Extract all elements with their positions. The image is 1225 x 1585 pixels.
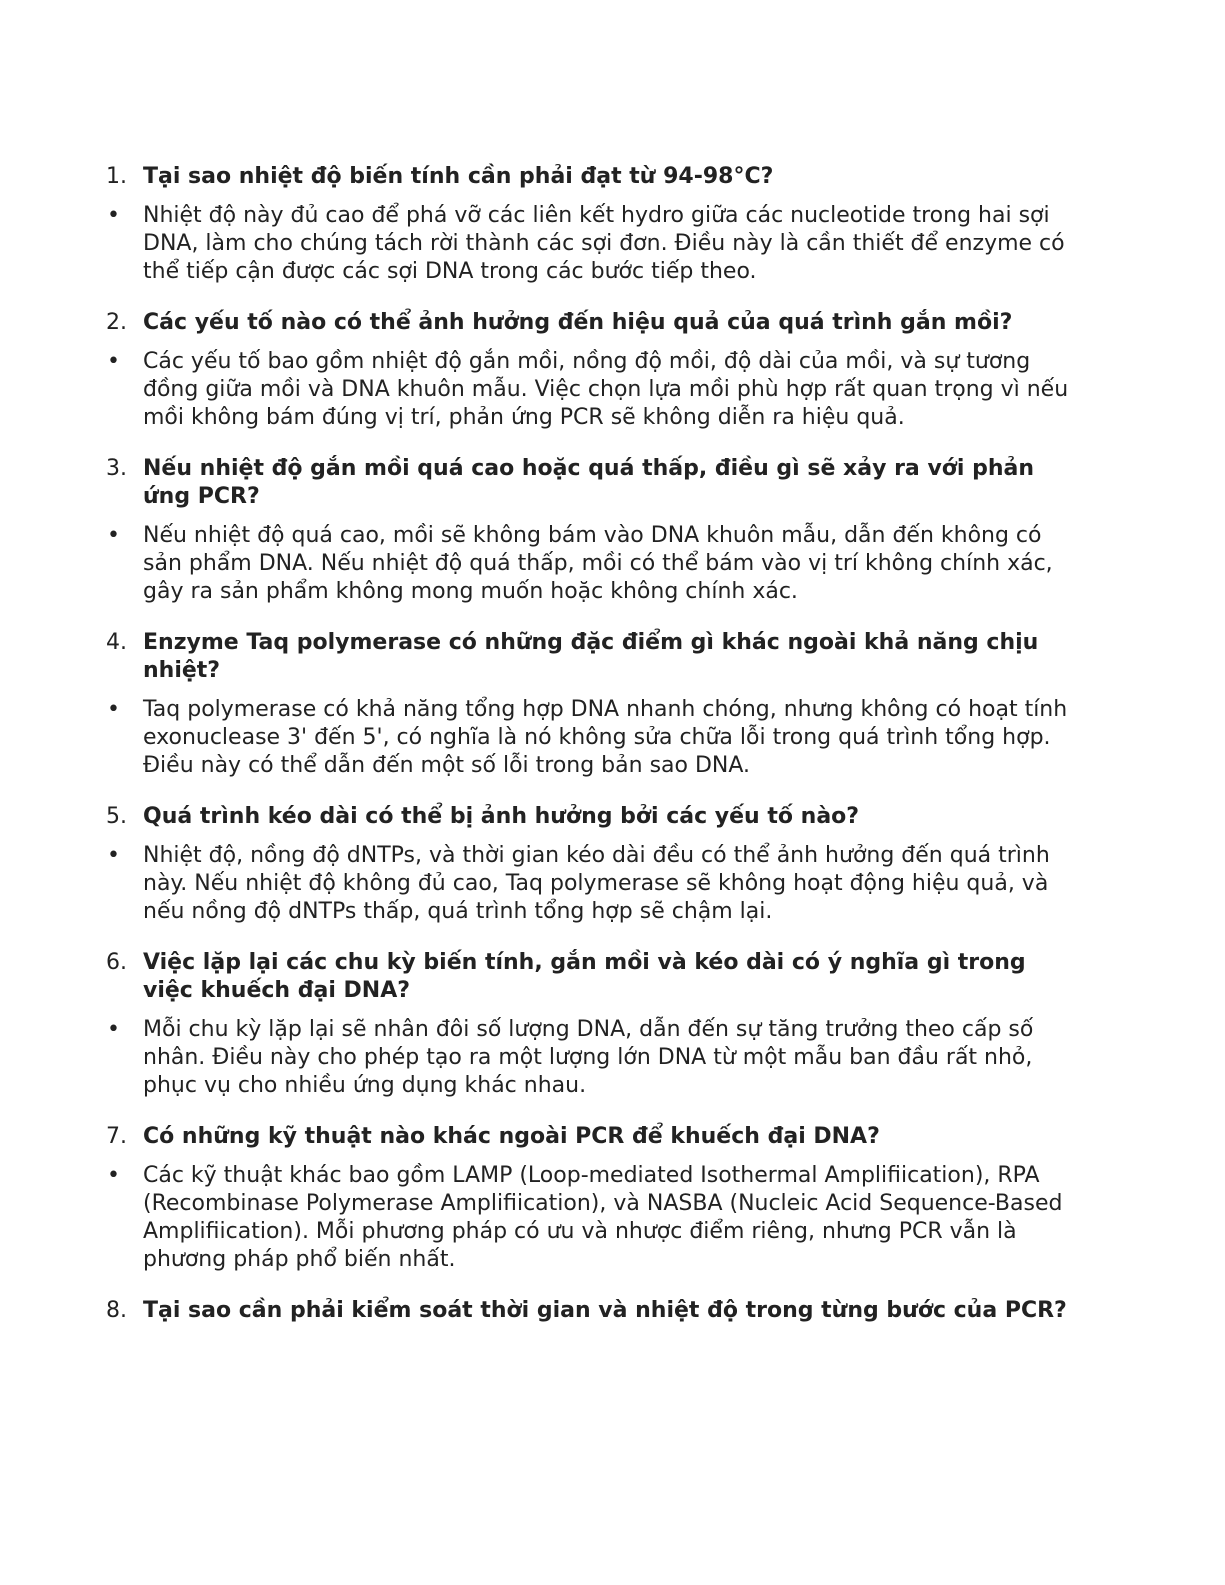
question-number: 1. [106,164,127,189]
document-body [0,163,1225,1336]
qa-item-6 [0,949,1225,1100]
answer-1 [0,202,1078,286]
answer-4 [0,696,1078,780]
question-text: Tại sao cần phải kiểm soát thời gian và nhiệt độ trong từng bước của PCR? [143,1298,1067,1323]
question-number: 8. [106,1298,127,1323]
question-number: 2. [106,310,127,335]
bullet-icon: • [107,523,120,548]
bullet-icon: • [107,349,120,374]
qa-item-2 [0,309,1225,432]
qa-item-8 [0,1297,1225,1325]
question-8 [0,1297,1083,1325]
question-3 [0,455,1083,511]
question-7 [0,1123,1083,1151]
question-text: Việc lặp lại các chu kỳ biến tính, gắn mồi và kéo dài có ý nghĩa gì trong việc khuếch đại DNA? [143,950,1026,1003]
answer-2 [0,348,1078,432]
answer-text: Taq polymerase có khả năng tổng hợp DNA nhanh chóng, nhưng không có hoạt tính exonuclease 3' đến 5', có nghĩa là nó không sửa chữa lỗi trong quá trình tổng hợp. Điều này có thể dẫn đến một số lỗi trong bản sao DNA. [143,697,1068,778]
question-4 [0,629,1083,685]
answer-text: Nếu nhiệt độ quá cao, mồi sẽ không bám vào DNA khuôn mẫu, dẫn đến không có sản phẩm DNA. Nếu nhiệt độ quá thấp, mồi có thể bám vào vị trí không chính xác, gây ra sản phẩm không mong muốn hoặc không chính xác. [143,523,1053,604]
question-text: Có những kỹ thuật nào khác ngoài PCR để khuếch đại DNA? [143,1124,880,1149]
question-number: 7. [106,1124,127,1149]
question-text: Tại sao nhiệt độ biến tính cần phải đạt từ 94-98°C? [143,164,774,189]
answer-text: Các yếu tố bao gồm nhiệt độ gắn mồi, nồng độ mồi, độ dài của mồi, và sự tương đồng giữa mồi và DNA khuôn mẫu. Việc chọn lựa mồi phù hợp rất quan trọng vì nếu mồi không bám đúng vị trí, phản ứng PCR sẽ không diễn ra hiệu quả. [143,349,1069,430]
bullet-icon: • [107,1163,120,1188]
qa-item-5 [0,803,1225,926]
question-text: Enzyme Taq polymerase có những đặc điểm gì khác ngoài khả năng chịu nhiệt? [143,630,1039,683]
qa-item-4 [0,629,1225,780]
answer-6 [0,1016,1078,1100]
question-number: 4. [106,630,127,655]
bullet-icon: • [107,203,120,228]
answer-3 [0,522,1078,606]
bullet-icon: • [107,1017,120,1042]
answer-text: Mỗi chu kỳ lặp lại sẽ nhân đôi số lượng DNA, dẫn đến sự tăng trưởng theo cấp số nhân. Điều này cho phép tạo ra một lượng lớn DNA từ một mẫu ban đầu rất nhỏ, phục vụ cho nhiều ứng dụng khác nhau. [143,1017,1034,1098]
question-text: Quá trình kéo dài có thể bị ảnh hưởng bởi các yếu tố nào? [143,804,860,829]
question-5 [0,803,1083,831]
bullet-icon: • [107,697,120,722]
qa-item-3 [0,455,1225,606]
answer-5 [0,842,1078,926]
answer-text: Các kỹ thuật khác bao gồm LAMP (Loop-mediated Isothermal Amplifiication), RPA (Recombinase Polymerase Amplifiication), và NASBA (Nucleic Acid Sequence-Based Amplifiication). Mỗi phương pháp có ưu và nhược điểm riêng, nhưng PCR vẫn là phương pháp phổ biến nhất. [143,1163,1063,1272]
answer-text: Nhiệt độ này đủ cao để phá vỡ các liên kết hydro giữa các nucleotide trong hai sợi DNA, làm cho chúng tách rời thành các sợi đơn. Điều này là cần thiết để enzyme có thể tiếp cận được các sợi DNA trong các bước tiếp theo. [143,203,1065,284]
answer-text: Nhiệt độ, nồng độ dNTPs, và thời gian kéo dài đều có thể ảnh hưởng đến quá trình này. Nếu nhiệt độ không đủ cao, Taq polymerase sẽ không hoạt động hiệu quả, và nếu nồng độ dNTPs thấp, quá trình tổng hợp sẽ chậm lại. [143,843,1050,924]
qa-item-7 [0,1123,1225,1274]
question-number: 5. [106,804,127,829]
question-number: 3. [106,456,127,481]
question-1 [0,163,1083,191]
question-text: Các yếu tố nào có thể ảnh hưởng đến hiệu quả của quá trình gắn mồi? [143,310,1013,335]
question-text: Nếu nhiệt độ gắn mồi quá cao hoặc quá thấp, điều gì sẽ xảy ra với phản ứng PCR? [143,456,1035,509]
question-2 [0,309,1083,337]
question-number: 6. [106,950,127,975]
bullet-icon: • [107,843,120,868]
qa-item-1 [0,163,1225,286]
answer-7 [0,1162,1078,1274]
question-6 [0,949,1083,1005]
